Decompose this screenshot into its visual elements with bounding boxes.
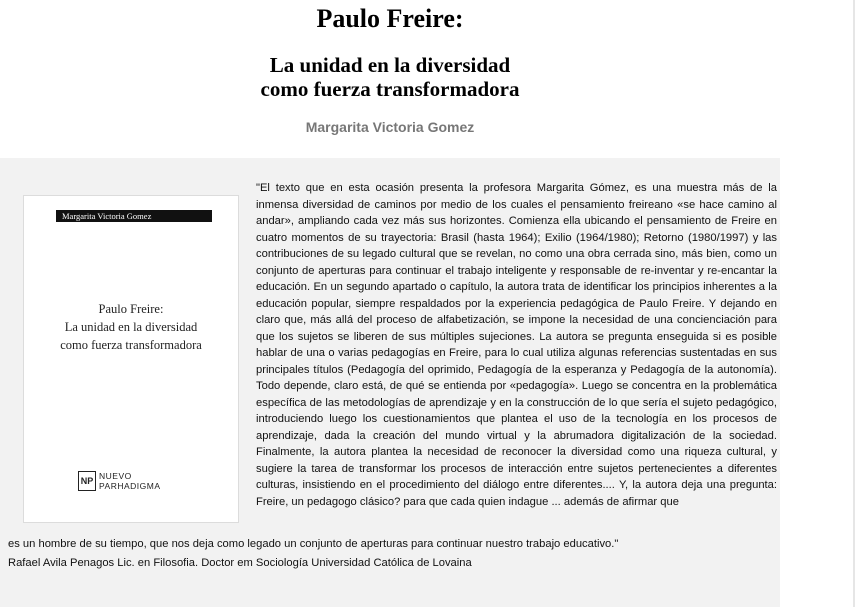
page-header: [0, 0, 780, 158]
publisher-mark-icon: NP: [78, 471, 96, 491]
right-margin: [780, 0, 861, 607]
publisher-name: [99, 471, 161, 491]
reviewer-credit: Rafael Avila Penagos Lic. en Filosofia. Doctor em Sociología Universidad Católica de Lovaina: [8, 557, 472, 569]
cover-author-bar: Margarita Victoria Gomez: [56, 210, 212, 222]
page-title: Paulo Freire:: [316, 4, 464, 33]
cover-title-line-2: La unidad en la diversidad: [64, 320, 198, 334]
subtitle-line-2: como fuerza transformadora: [260, 77, 520, 101]
review-text-end: es un hombre de su tiempo, que nos deja como legado un conjunto de aperturas para continuar nuestro trabajo educativo.": [8, 538, 619, 550]
cover-title-line-3: como fuerza transformadora: [60, 338, 202, 352]
publisher-logo: [78, 471, 161, 491]
publisher-line-1: NUEVO: [99, 471, 132, 481]
right-divider: [853, 0, 855, 607]
subtitle-line-1: La unidad en la diversidad: [269, 53, 511, 77]
cover-title-line-1: Paulo Freire:: [98, 302, 164, 316]
cover-title: [24, 300, 238, 354]
review-text: "El texto que en esta ocasión presenta la profesora Margarita Gómez, es una muestra más de la inmensa diversidad de caminos por medio de los cuales el pensamiento freireano «se hace camino al andar», ampliando cada vez más sus horizontes. Comienza ella ubicando el pensamiento de Freire en cuatro momentos de su trayectoria: Brasil (hasta 1964); Exilio (1964/1980); Retorno (1980/1997) y las contribuciones de su legado cultural que se revelan, no como una obra cerrada sino, más bien, como un conjunto de aperturas para continuar el trabajo inteligente y responsable de re-inventar y re-encantar la educación. En un segundo apartado o capítulo, la autora trata de identificar los principios inherentes a la educación popular, siempre respaldados por la experiencia pedagógica de Paulo Freire. Y dejando en claro que, más allá del proceso de alfabetización, se impone la necesidad de una concienciación para que los sujetos se liberen de sus múltiples sujeciones. La autora se pregunta enseguida si es posible hablar de una o varias pedagogías en Freire, para lo cual utiliza algunas referencias sustentadas en sus principales títulos (Pedagogía del oprimido, Pedagogía de la esperanza y Pedagogía de la autonomía). Todo depende, claro está, de qué se entienda por «pedagogía». Luego se concentra en la problemática específica de las metodologías de aprendizaje y en la construcción de lo que sería el sujeto pedagógico, introduciendo luego los cuestionamientos que plantea el uso de la tecnología en los procesos de aprendizaje, dada la creación del mundo virtual y la abrumadora digitalización de la sociedad. Finalmente, la autora plantea la necesidad de reconocer la diversidad como una riqueza cultural, y sugiere la tarea de transformar los procesos de interacción entre sujetos pertenecientes a diferentes culturas, insistiendo en el procedimiento del diálogo entre diferentes.... Y, la autora deja una pregunta: Freire, un pedagogo clásico? para que cada quien indague ... además de afirmar que: [256, 182, 777, 508]
publisher-line-2: PARHADIGMA: [99, 481, 161, 491]
author-name: Margarita Victoria Gomez: [305, 119, 475, 135]
book-cover-image: [24, 196, 238, 522]
page-subtitle: [0, 53, 780, 101]
